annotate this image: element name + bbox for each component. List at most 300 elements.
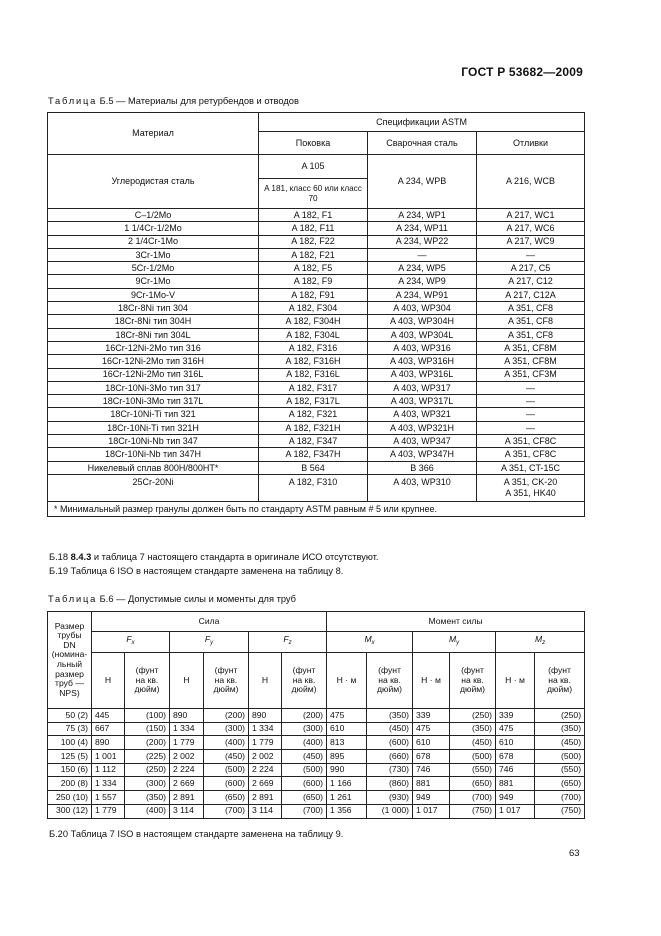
value-si-cell: 475 xyxy=(327,709,367,723)
unit-line: на кв. xyxy=(135,674,159,685)
welded-cell: A 234, WP5 xyxy=(368,262,477,275)
value-si-cell: 1 112 xyxy=(92,763,125,777)
caption-word: Таблица xyxy=(48,96,98,106)
value-si-cell: 949 xyxy=(496,791,535,805)
cast-cell: A 351, CF8 xyxy=(477,302,585,315)
table-row xyxy=(48,435,585,448)
value-si-cell: 667 xyxy=(92,722,125,736)
material-cell: 18Cr-10Ni-Ti тип 321H xyxy=(48,421,259,434)
forged-cell: A 182, F5 xyxy=(259,262,368,275)
subscript: z xyxy=(288,640,292,647)
table-row xyxy=(48,209,585,222)
material-cell: 9Cr-1Mo-V xyxy=(48,288,259,301)
value-imperial-cell: (500) xyxy=(535,750,585,764)
para-text: и таблица 7 настоящего стандарта в оригинале ИСО отсутствуют. xyxy=(91,552,379,562)
table-row xyxy=(48,302,585,315)
table-row xyxy=(48,355,585,368)
material-cell: 25Cr-20Ni xyxy=(48,474,259,501)
size-cell: 200 (8) xyxy=(48,777,92,791)
material-cell: C–1/2Mo xyxy=(48,209,259,222)
value-imperial-cell: (400) xyxy=(282,736,327,750)
table-b5-caption xyxy=(48,96,299,106)
header-my xyxy=(413,632,496,653)
cast-cell: A 217, C12A xyxy=(477,288,585,301)
value-imperial-cell: (750) xyxy=(450,804,496,818)
cast-cell: A 351, CT-15C xyxy=(477,461,585,474)
cast-cell: A 217, WC9 xyxy=(477,235,585,248)
table-row xyxy=(48,341,585,354)
forged-cell: A 182, F321 xyxy=(259,408,368,421)
cast-cell: — xyxy=(477,395,585,408)
table-row xyxy=(48,368,585,381)
cast-cell: — xyxy=(477,381,585,394)
table-row xyxy=(48,328,585,341)
unit-line: (фунт xyxy=(548,665,571,676)
size-cell: 150 (6) xyxy=(48,763,92,777)
cast-cell: A 217, WC1 xyxy=(477,209,585,222)
value-si-cell: 1 334 xyxy=(170,722,204,736)
caption-text: Б.6 — Допустимые силы и моменты для труб xyxy=(97,594,296,604)
unit-line: (фунт xyxy=(214,665,238,676)
value-imperial-cell: (500) xyxy=(450,750,496,764)
welded-carbon: A 234, WPB xyxy=(368,155,477,209)
cast-cell: A 351, CF8M xyxy=(477,355,585,368)
table-b6-caption xyxy=(48,594,296,604)
header-fy xyxy=(170,632,249,653)
value-imperial-cell: (700) xyxy=(282,804,327,818)
value-imperial-cell: (150) xyxy=(125,722,170,736)
table-row xyxy=(48,248,585,261)
value-imperial-cell: (200) xyxy=(204,709,249,723)
welded-cell: A 403, WP321 xyxy=(368,408,477,421)
welded-cell: A 403, WP347 xyxy=(368,435,477,448)
cast-cell: A 351, CF8C xyxy=(477,448,585,461)
value-imperial-cell: (650) xyxy=(450,777,496,791)
value-imperial-cell: (300) xyxy=(125,777,170,791)
welded-cell: A 403, WP304H xyxy=(368,315,477,328)
welded-cell: A 234, WP9 xyxy=(368,275,477,288)
value-si-cell: 2 891 xyxy=(170,791,204,805)
value-si-cell: 1 166 xyxy=(327,777,367,791)
value-imperial-cell: (500) xyxy=(204,763,249,777)
value-si-cell: 1 261 xyxy=(327,791,367,805)
symbol: F xyxy=(126,634,132,645)
welded-cell: A 403, WP316H xyxy=(368,355,477,368)
welded-cell: A 403, WP316L xyxy=(368,368,477,381)
value-imperial-cell: (350) xyxy=(367,709,413,723)
unit-lbf-cell xyxy=(450,653,496,709)
table-row xyxy=(48,275,585,288)
value-imperial-cell: (500) xyxy=(282,763,327,777)
forged-cell: A 182, F310 xyxy=(259,474,368,501)
material-cell: 18Cr-10Ni-Nb тип 347H xyxy=(48,448,259,461)
forged-cell: A 182, F316H xyxy=(259,355,368,368)
forged-cell: A 182, F304 xyxy=(259,302,368,315)
unit-line: (фунт xyxy=(461,665,484,676)
value-si-cell: 1 557 xyxy=(92,791,125,805)
cast-cell: A 351, CF8 xyxy=(477,328,585,341)
forged-cell: A 182, F22 xyxy=(259,235,368,248)
forged-cell: A 182, F316 xyxy=(259,341,368,354)
value-si-cell: 1 356 xyxy=(327,804,367,818)
value-si-cell: 1 334 xyxy=(92,777,125,791)
value-si-cell: 610 xyxy=(496,736,535,750)
value-imperial-cell: (650) xyxy=(282,791,327,805)
size-header-line: льный xyxy=(56,659,83,669)
unit-line: дюйм) xyxy=(547,684,573,695)
cast-cell: A 351, CF8M xyxy=(477,341,585,354)
forged-cell: A 182, F11 xyxy=(259,222,368,235)
cast-cell-multi xyxy=(477,474,585,501)
forged-cell: A 182, F91 xyxy=(259,288,368,301)
welded-cell: A 403, WP304L xyxy=(368,328,477,341)
table-row xyxy=(48,315,585,328)
value-imperial-cell: (650) xyxy=(204,791,249,805)
unit-line: дюйм) xyxy=(377,684,403,695)
unit-lbf-cell xyxy=(282,653,327,709)
cast-carbon: A 216, WCB xyxy=(477,155,585,209)
symbol: M xyxy=(534,634,543,645)
value-imperial-cell: (450) xyxy=(535,736,585,750)
cast-cell: A 217, WC6 xyxy=(477,222,585,235)
welded-cell: A 403, WP317 xyxy=(368,381,477,394)
size-cell: 75 (3) xyxy=(48,722,92,736)
unit-line: (фунт xyxy=(135,665,159,676)
welded-cell: A 234, WP11 xyxy=(368,222,477,235)
value-si-cell: 339 xyxy=(413,709,450,723)
header-fz xyxy=(249,632,327,653)
unit-line: дюйм) xyxy=(134,684,160,695)
section-ref: 8.4.3 xyxy=(70,552,92,562)
forged-cell: A 182, F316L xyxy=(259,368,368,381)
size-header-line: трубы xyxy=(57,630,82,641)
unit-lbf-cell xyxy=(535,653,585,709)
cast-cell: — xyxy=(477,248,585,261)
value-si-cell: 3 114 xyxy=(249,804,282,818)
cast-cell: A 351, CF8C xyxy=(477,435,585,448)
para-prefix: Б.18 xyxy=(49,552,71,562)
table-row xyxy=(48,763,585,777)
table-row xyxy=(48,791,585,805)
table-row xyxy=(48,750,585,764)
value-si-cell: 1 779 xyxy=(249,736,282,750)
value-si-cell: 890 xyxy=(92,736,125,750)
value-imperial-cell: (250) xyxy=(450,709,496,723)
value-si-cell: 1 001 xyxy=(92,750,125,764)
value-imperial-cell: (350) xyxy=(450,722,496,736)
value-si-cell: 1 017 xyxy=(413,804,450,818)
material-cell: 18Cr-8Ni тип 304 xyxy=(48,302,259,315)
welded-cell: B 366 xyxy=(368,461,477,474)
value-si-cell: 2 002 xyxy=(170,750,204,764)
value-imperial-cell: (550) xyxy=(535,763,585,777)
value-imperial-cell: (400) xyxy=(204,736,249,750)
size-header-line: DN xyxy=(63,639,76,650)
value-si-cell: 445 xyxy=(92,709,125,723)
value-imperial-cell: (730) xyxy=(367,763,413,777)
value-imperial-cell: (700) xyxy=(204,804,249,818)
table-row xyxy=(48,381,585,394)
table-row xyxy=(48,262,585,275)
unit-cell: Н · м xyxy=(327,653,367,709)
forged-cell: A 182, F304H xyxy=(259,315,368,328)
material-cell: 16Cr-12Ni-2Mo тип 316L xyxy=(48,368,259,381)
header-material: Материал xyxy=(48,113,259,155)
size-header-line: (номина- xyxy=(51,649,88,660)
header-astm-spec: Спецификации ASTM xyxy=(259,113,585,132)
material-cell: 3Cr-1Mo xyxy=(48,248,259,261)
value-si-cell: 475 xyxy=(496,722,535,736)
size-header-line: NPS) xyxy=(59,687,80,698)
value-si-cell: 610 xyxy=(413,736,450,750)
subscript: x xyxy=(371,640,375,647)
table-row xyxy=(48,235,585,248)
header-pipe-size xyxy=(48,612,92,709)
table-row xyxy=(48,288,585,301)
value-imperial-cell: (350) xyxy=(535,722,585,736)
unit-lbf-cell xyxy=(125,653,170,709)
unit-line: дюйм) xyxy=(291,684,317,695)
subscript: y xyxy=(210,640,214,647)
unit-line: (фунт xyxy=(292,665,316,676)
forged-cell: B 564 xyxy=(259,461,368,474)
header-force: Сила xyxy=(92,612,327,632)
size-cell: 125 (5) xyxy=(48,750,92,764)
subscript: x xyxy=(131,640,135,647)
value-imperial-cell: (225) xyxy=(125,750,170,764)
unit-line: (фунт xyxy=(378,665,401,676)
value-si-cell: 1 779 xyxy=(170,736,204,750)
symbol: F xyxy=(283,634,289,645)
size-cell: 300 (12) xyxy=(48,804,92,818)
welded-cell: A 403, WP316 xyxy=(368,341,477,354)
value-imperial-cell: (650) xyxy=(535,777,585,791)
material-cell: 18Cr-10Ni-3Mo тип 317 xyxy=(48,381,259,394)
value-si-cell: 3 114 xyxy=(170,804,204,818)
table-row xyxy=(48,395,585,408)
table-footnote: * Минимальный размер гранулы должен быть по стандарту ASTM равным # 5 или крупнее. xyxy=(48,501,585,516)
size-cell: 50 (2) xyxy=(48,709,92,723)
table-row xyxy=(48,736,585,750)
table-row xyxy=(48,722,585,736)
value-si-cell: 1 017 xyxy=(496,804,535,818)
caption-word: Таблица xyxy=(48,594,98,604)
subscript: z xyxy=(542,640,546,647)
value-si-cell: 2 891 xyxy=(249,791,282,805)
value-imperial-cell: (600) xyxy=(282,777,327,791)
value-si-cell: 339 xyxy=(496,709,535,723)
cast-cell: A 217, C12 xyxy=(477,275,585,288)
cast-cell: — xyxy=(477,408,585,421)
value-imperial-cell: (200) xyxy=(282,709,327,723)
header-forged: Поковка xyxy=(259,132,368,155)
unit-line: на кв. xyxy=(214,674,238,685)
value-imperial-cell: (660) xyxy=(367,750,413,764)
table-row xyxy=(48,421,585,434)
table-row xyxy=(48,777,585,791)
forged-cell: A 182, F321H xyxy=(259,421,368,434)
table-row xyxy=(48,448,585,461)
value-si-cell: 881 xyxy=(413,777,450,791)
value-imperial-cell: (400) xyxy=(125,804,170,818)
forged-cell: A 182, F347H xyxy=(259,448,368,461)
value-si-cell: 610 xyxy=(327,722,367,736)
symbol: F xyxy=(204,634,211,645)
table-row xyxy=(48,408,585,421)
value-si-cell: 890 xyxy=(249,709,282,723)
material-cell: Никелевый сплав 800H/800HT* xyxy=(48,461,259,474)
cast-line-2: A 351, HK40 xyxy=(505,487,556,498)
forged-cell: A 182, F317 xyxy=(259,381,368,394)
forged-cell: A 182, F347 xyxy=(259,435,368,448)
forged-cell: A 182, F1 xyxy=(259,209,368,222)
welded-cell: A 403, WP317L xyxy=(368,395,477,408)
value-si-cell: 990 xyxy=(327,763,367,777)
material-cell: 2 1/4Cr-1Mo xyxy=(48,235,259,248)
forged-carbon-2: A 181, класс 60 или класс 70 xyxy=(259,179,368,209)
value-imperial-cell: (600) xyxy=(204,777,249,791)
size-header-line: Размер xyxy=(54,620,85,631)
value-si-cell: 475 xyxy=(413,722,450,736)
value-imperial-cell: (300) xyxy=(282,722,327,736)
value-si-cell: 881 xyxy=(496,777,535,791)
value-imperial-cell: (1 000) xyxy=(367,804,413,818)
unit-cell: Н · м xyxy=(413,653,450,709)
material-cell: 1 1/4Cr-1/2Mo xyxy=(48,222,259,235)
welded-cell: — xyxy=(368,248,477,261)
unit-line: дюйм) xyxy=(460,684,486,695)
material-cell: 16Cr-12Ni-2Mo тип 316 xyxy=(48,341,259,354)
value-imperial-cell: (250) xyxy=(125,763,170,777)
unit-cell: Н · м xyxy=(496,653,535,709)
value-si-cell: 746 xyxy=(413,763,450,777)
paragraph-b20: Б.20 Таблица 7 ISO в настоящем стандарте заменена на таблицу 9. xyxy=(49,829,344,839)
header-fx xyxy=(92,632,170,653)
unit-cell: Н xyxy=(249,653,282,709)
value-si-cell: 1 779 xyxy=(92,804,125,818)
value-si-cell: 678 xyxy=(413,750,450,764)
welded-cell: A 403, WP321H xyxy=(368,421,477,434)
value-imperial-cell: (300) xyxy=(204,722,249,736)
unit-line: на кв. xyxy=(378,674,401,685)
material-cell: 9Cr-1Mo xyxy=(48,275,259,288)
size-header-line: труб — xyxy=(55,678,84,689)
size-cell: 250 (10) xyxy=(48,791,92,805)
value-imperial-cell: (550) xyxy=(450,763,496,777)
unit-line: на кв. xyxy=(292,674,316,685)
cast-cell: A 217, C5 xyxy=(477,262,585,275)
size-cell: 100 (4) xyxy=(48,736,92,750)
unit-cell: Н xyxy=(170,653,204,709)
subscript: y xyxy=(456,640,460,647)
welded-cell: A 234, WP22 xyxy=(368,235,477,248)
forged-cell: A 182, F9 xyxy=(259,275,368,288)
table-row xyxy=(48,804,585,818)
value-imperial-cell: (450) xyxy=(450,736,496,750)
welded-cell: A 234, WP91 xyxy=(368,288,477,301)
paragraph-b18 xyxy=(49,552,378,562)
material-cell: 18Cr-10Ni-3Mo тип 317L xyxy=(48,395,259,408)
forged-cell: A 182, F21 xyxy=(259,248,368,261)
material-cell: 18Cr-10Ni-Ti тип 321 xyxy=(48,408,259,421)
header-cast: Отливки xyxy=(477,132,585,155)
header-welded: Сварочная сталь xyxy=(368,132,477,155)
unit-lbf-cell xyxy=(367,653,413,709)
material-cell: 5Cr-1/2Mo xyxy=(48,262,259,275)
value-si-cell: 2 669 xyxy=(170,777,204,791)
material-cell: 16Cr-12Ni-2Mo тип 316H xyxy=(48,355,259,368)
table-row xyxy=(48,461,585,474)
cast-cell: A 351, CF8 xyxy=(477,315,585,328)
header-mx xyxy=(327,632,413,653)
welded-cell: A 234, WP1 xyxy=(368,209,477,222)
welded-cell: A 403, WP310 xyxy=(368,474,477,501)
forces-moments-table xyxy=(47,611,585,819)
value-imperial-cell: (930) xyxy=(367,791,413,805)
unit-cell: Н xyxy=(92,653,125,709)
value-si-cell: 895 xyxy=(327,750,367,764)
value-imperial-cell: (450) xyxy=(282,750,327,764)
unit-line: на кв. xyxy=(461,674,484,685)
header-moment: Момент силы xyxy=(327,612,585,632)
symbol: M xyxy=(448,634,457,645)
caption-text: Б.5 — Материалы для ретурбендов и отводов xyxy=(97,96,299,106)
value-imperial-cell: (450) xyxy=(367,722,413,736)
value-si-cell: 678 xyxy=(496,750,535,764)
materials-table xyxy=(47,112,585,517)
symbol: M xyxy=(364,634,372,645)
forged-carbon-1: A 105 xyxy=(259,155,368,179)
header-mz xyxy=(496,632,585,653)
unit-line: дюйм) xyxy=(213,684,239,695)
value-si-cell: 949 xyxy=(413,791,450,805)
value-imperial-cell: (200) xyxy=(125,736,170,750)
material-carbon: Углеродистая сталь xyxy=(48,155,259,209)
value-imperial-cell: (350) xyxy=(125,791,170,805)
value-si-cell: 890 xyxy=(170,709,204,723)
value-imperial-cell: (250) xyxy=(535,709,585,723)
forged-cell: A 182, F304L xyxy=(259,328,368,341)
welded-cell: A 403, WP304 xyxy=(368,302,477,315)
value-imperial-cell: (100) xyxy=(125,709,170,723)
value-imperial-cell: (700) xyxy=(450,791,496,805)
unit-line: на кв. xyxy=(548,674,571,685)
material-cell: 18Cr-10Ni-Nb тип 347 xyxy=(48,435,259,448)
cast-cell: — xyxy=(477,421,585,434)
value-imperial-cell: (450) xyxy=(204,750,249,764)
value-si-cell: 2 224 xyxy=(170,763,204,777)
value-si-cell: 2 669 xyxy=(249,777,282,791)
value-si-cell: 746 xyxy=(496,763,535,777)
paragraph-b19: Б.19 Таблица 6 ISO в настоящем стандарте заменена на таблицу 8. xyxy=(49,566,344,576)
value-si-cell: 2 224 xyxy=(249,763,282,777)
value-imperial-cell: (700) xyxy=(535,791,585,805)
value-si-cell: 1 334 xyxy=(249,722,282,736)
page-number: 63 xyxy=(569,848,580,859)
value-imperial-cell: (750) xyxy=(535,804,585,818)
value-imperial-cell: (860) xyxy=(367,777,413,791)
cast-line-1: A 351, CK-20 xyxy=(503,477,558,488)
material-cell: 18Cr-8Ni тип 304L xyxy=(48,328,259,341)
welded-cell: A 403, WP347H xyxy=(368,448,477,461)
value-si-cell: 813 xyxy=(327,736,367,750)
material-cell: 18Cr-8Ni тип 304H xyxy=(48,315,259,328)
cast-cell: A 351, CF3M xyxy=(477,368,585,381)
document-id: ГОСТ Р 53682—2009 xyxy=(461,65,583,79)
forged-cell: A 182, F317L xyxy=(259,395,368,408)
value-si-cell: 2 002 xyxy=(249,750,282,764)
table-row xyxy=(48,222,585,235)
